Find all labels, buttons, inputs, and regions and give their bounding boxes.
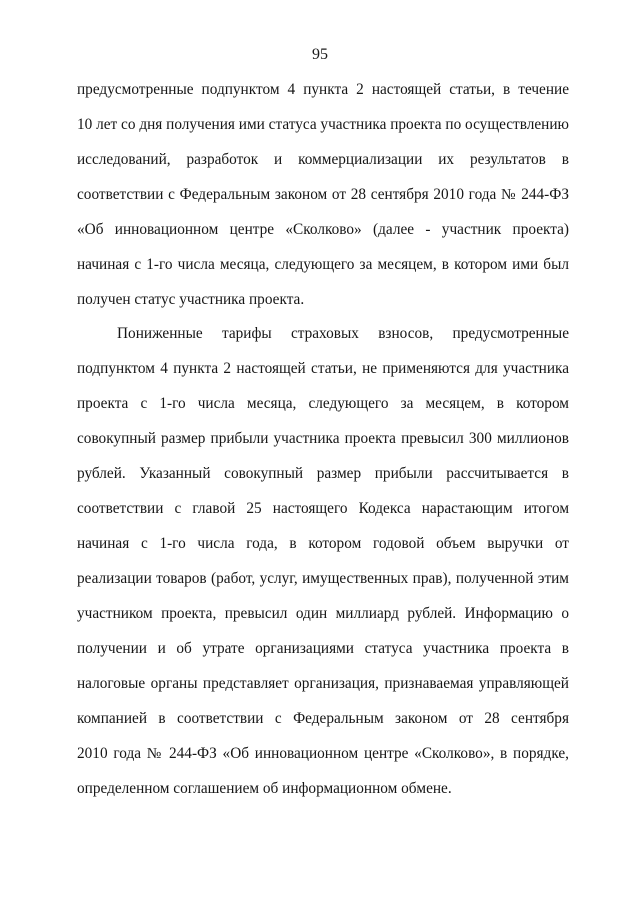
paragraph-line: начиная с 1-го числа месяца, следующего за месяцем, в котором ими был <box>77 256 569 273</box>
paragraph-line: начиная с 1-го числа года, в котором годовой объем выручки от <box>77 535 569 552</box>
paragraph-line: исследований, разработок и коммерциализации их результатов в <box>77 151 569 168</box>
paragraph-line: рублей. Указанный совокупный размер прибыли рассчитывается в <box>77 465 569 482</box>
paragraph-line: проекта с 1-го числа месяца, следующего за месяцем, в котором <box>77 395 569 412</box>
paragraph-line: определенном соглашением об информационном обмене. <box>77 780 452 797</box>
paragraph-line: соответствии с главой 25 настоящего Кодекса нарастающим итогом <box>77 500 569 517</box>
paragraph-line: налоговые органы представляет организация, признаваемая управляющей <box>77 675 569 692</box>
paragraph-line: получении и об утрате организациями статуса участника проекта в <box>77 640 569 657</box>
paragraph-line: компанией в соответствии с Федеральным законом от 28 сентября <box>77 710 569 727</box>
paragraph-line: 2010 года № 244-ФЗ «Об инновационном центре «Сколково», в порядке, <box>77 745 569 762</box>
paragraph-line: получен статус участника проекта. <box>77 291 305 308</box>
paragraph-line: участником проекта, превысил один миллиард рублей. Информацию о <box>77 605 569 622</box>
paragraph-line: Пониженные тарифы страховых взносов, предусмотренные <box>117 325 569 342</box>
paragraph-line: подпунктом 4 пункта 2 настоящей статьи, не применяются для участника <box>77 360 569 377</box>
paragraph-line: совокупный размер прибыли участника проекта превысил 300 миллионов <box>77 430 569 447</box>
paragraph-line: предусмотренные подпунктом 4 пункта 2 настоящей статьи, в течение <box>77 81 569 98</box>
paragraph-line: соответствии с Федеральным законом от 28 сентября 2010 года № 244-ФЗ <box>77 186 569 203</box>
paragraph-line: 10 лет со дня получения ими статуса участника проекта по осуществлению <box>77 116 569 133</box>
page-number: 95 <box>312 46 328 63</box>
paragraph-line: реализации товаров (работ, услуг, имущественных прав), полученной этим <box>77 570 569 587</box>
paragraph-line: «Об инновационном центре «Сколково» (далее - участник проекта) <box>77 221 569 238</box>
